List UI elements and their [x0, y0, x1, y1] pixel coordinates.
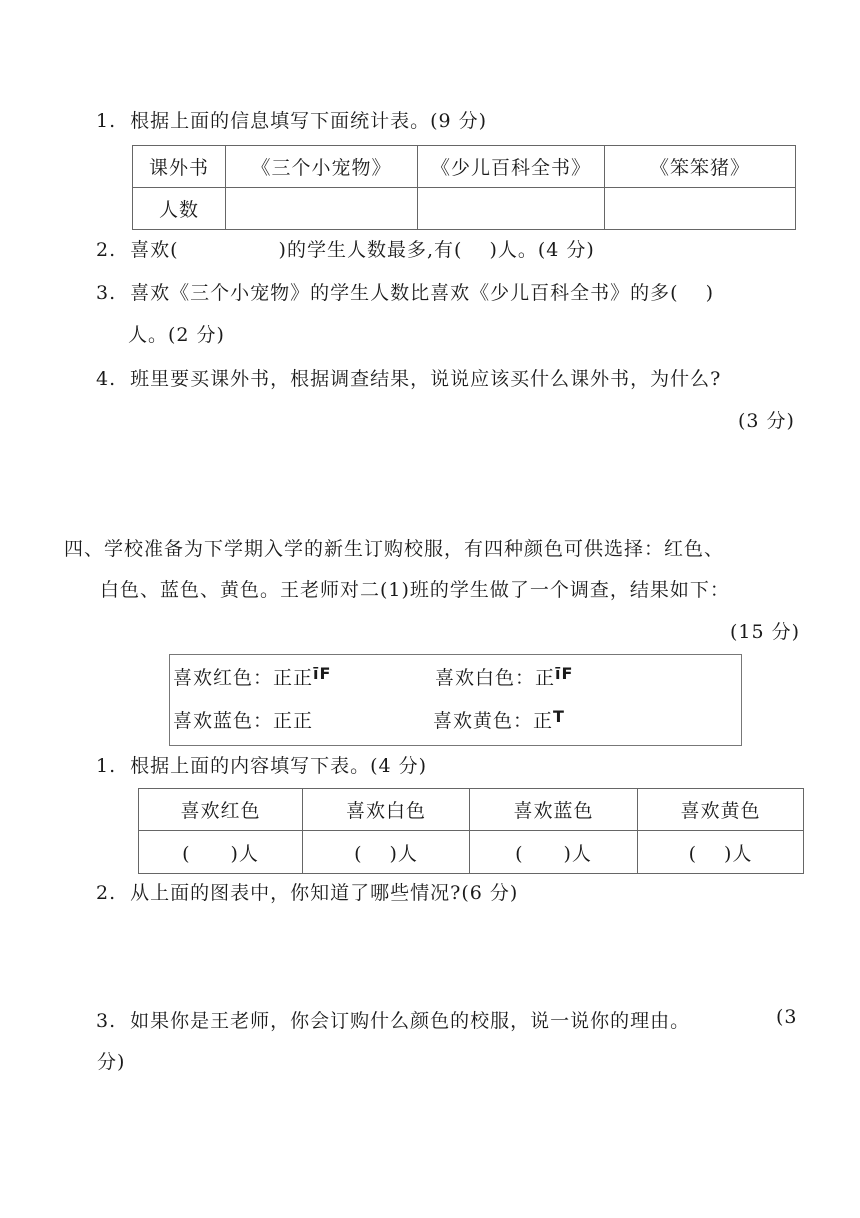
- tally-label: 喜欢白色：: [435, 667, 536, 689]
- question-number: 4.: [96, 368, 117, 390]
- tally-label: 喜欢红色：: [173, 667, 274, 689]
- question-1: [96, 106, 487, 133]
- header-cell: 课外书: [133, 146, 226, 188]
- book-statistics-table: [132, 145, 796, 230]
- row-label-cell: 人数: [133, 188, 226, 230]
- section-4-question-3: [96, 1006, 690, 1033]
- question-number: 2.: [96, 882, 117, 904]
- tally-partial: īF: [313, 664, 332, 683]
- question-text: 喜欢《三个小宠物》的学生人数比喜欢《少儿百科全书》的多( ): [130, 282, 715, 304]
- answer-cell[interactable]: ( )人: [470, 831, 638, 874]
- answer-cell[interactable]: [418, 188, 605, 230]
- question-text: 根据上面的信息填写下面统计表。(9 分): [130, 110, 488, 132]
- question-2: [96, 235, 595, 262]
- question-4: [96, 364, 721, 391]
- question-4-score: (3 分): [738, 410, 795, 432]
- tally-blue: [173, 706, 313, 733]
- question-number: 3.: [96, 282, 117, 304]
- section-4-intro-continued: 白色、蓝色、黄色。王老师对二(1)班的学生做了一个调查，结果如下：: [100, 579, 730, 601]
- tally-red: [173, 663, 331, 690]
- question-text: 班里要买课外书，根据调查结果，说说应该买什么课外书，为什么?: [130, 368, 722, 390]
- section-4-question-3-score: (3: [776, 1006, 798, 1028]
- tally-marks: 正正: [273, 710, 314, 732]
- tally-marks: 正正: [273, 667, 314, 689]
- color-preference-table: [138, 788, 804, 874]
- section-4-question-2: [96, 878, 518, 905]
- header-cell: 喜欢红色: [139, 789, 303, 831]
- header-cell: 《三个小宠物》: [226, 146, 418, 188]
- tally-label: 喜欢蓝色：: [173, 710, 274, 732]
- question-number: 3.: [96, 1010, 117, 1032]
- section-4-intro: 四、学校准备为下学期入学的新生订购校服，有四种颜色可供选择：红色、: [64, 538, 725, 560]
- question-3-continued: 人。(2 分): [128, 324, 225, 346]
- answer-cell[interactable]: ( )人: [638, 831, 804, 874]
- question-number: 2.: [96, 239, 117, 261]
- question-3: [96, 278, 714, 305]
- answer-cell[interactable]: ( )人: [303, 831, 470, 874]
- question-text: 喜欢( )的学生人数最多,有( )人。(4 分): [130, 239, 595, 261]
- question-number: 1.: [96, 755, 117, 777]
- header-cell: 《少儿百科全书》: [418, 146, 605, 188]
- question-number: 1.: [96, 110, 117, 132]
- tally-white: [435, 663, 573, 690]
- question-text: 如果你是王老师，你会订购什么颜色的校服，说一说你的理由。: [130, 1010, 691, 1032]
- question-text: 从上面的图表中，你知道了哪些情况?(6 分): [130, 882, 519, 904]
- header-cell: 喜欢黄色: [638, 789, 804, 831]
- tally-label: 喜欢黄色：: [433, 710, 534, 732]
- section-4-score: (15 分): [730, 621, 801, 643]
- section-4-question-3-continued: 分): [97, 1051, 126, 1073]
- tally-marks: 正: [533, 710, 554, 732]
- answer-cell[interactable]: [226, 188, 418, 230]
- answer-cell[interactable]: ( )人: [139, 831, 303, 874]
- question-text: 根据上面的内容填写下表。(4 分): [130, 755, 428, 777]
- header-cell: 《笨笨猪》: [605, 146, 796, 188]
- survey-result-box: [169, 654, 742, 746]
- tally-yellow: [433, 706, 565, 733]
- tally-partial: īF: [555, 664, 574, 683]
- header-cell: 喜欢白色: [303, 789, 470, 831]
- tally-partial: T: [553, 707, 565, 726]
- tally-marks: 正: [535, 667, 556, 689]
- answer-cell[interactable]: [605, 188, 796, 230]
- section-4-question-1: [96, 751, 427, 778]
- header-cell: 喜欢蓝色: [470, 789, 638, 831]
